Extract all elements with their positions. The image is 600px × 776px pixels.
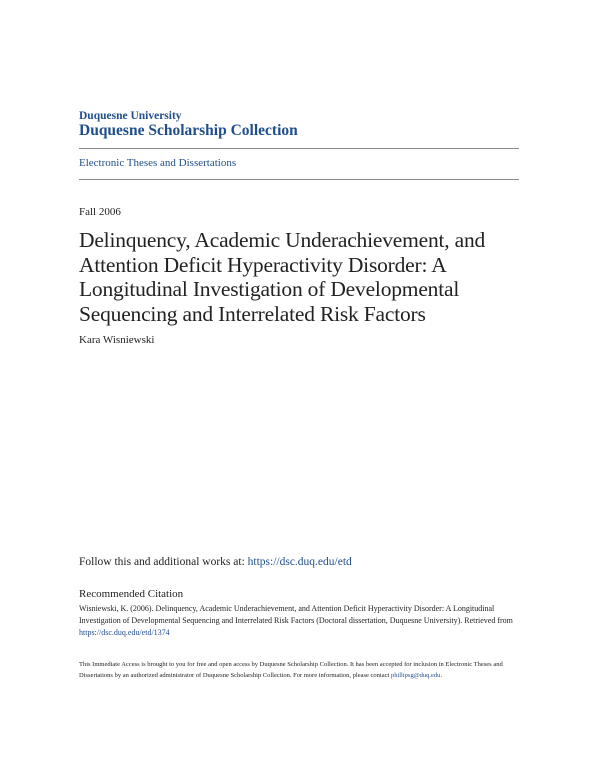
access-statement	[79, 660, 519, 681]
citation-link[interactable]: https://dsc.duq.edu/etd/1374	[79, 628, 170, 637]
contact-email-link[interactable]: phillipsg@duq.edu	[390, 671, 441, 679]
document-title: Delinquency, Academic Underachievement, and Attention Deficit Hyperactivity Disorder: A Longitudinal Investigation of Developmental Sequencing and Interrelated Risk Factors	[79, 228, 486, 326]
collection-name: Duquesne Scholarship Collection	[79, 122, 298, 139]
follow-link[interactable]: https://dsc.duq.edu/etd	[247, 556, 352, 568]
citation-heading: Recommended Citation	[79, 588, 184, 600]
author-name: Kara Wisniewski	[79, 334, 155, 346]
divider-bottom	[79, 179, 519, 180]
series-link[interactable]: Electronic Theses and Dissertations	[79, 157, 237, 169]
follow-text: Follow this and additional works at:	[79, 556, 248, 568]
follow-line	[79, 556, 352, 568]
access-text: This Immediate Access is brought to you for free and open access by Duquesne Scholarship Collection. It has been accepted for inclusion in Electronic Theses and Dissertations by an authorized administrator of Duquesne Scholarship Collection. For more information, please contact	[79, 661, 503, 679]
citation-text: Wisniewski, K. (2006). Delinquency, Academic Underachievement, and Attention Deficit Hyperactivity Disorder: A Longitudinal Investigation of Developmental Sequencing and Interrelated Risk Factors (Doctoral dissertation, Duquesne University). Retrieved from	[79, 604, 513, 625]
access-end: .	[440, 671, 443, 679]
citation-body	[79, 603, 519, 639]
publication-date: Fall 2006	[79, 206, 121, 218]
divider-top	[79, 148, 519, 149]
university-name: Duquesne University	[79, 110, 182, 122]
